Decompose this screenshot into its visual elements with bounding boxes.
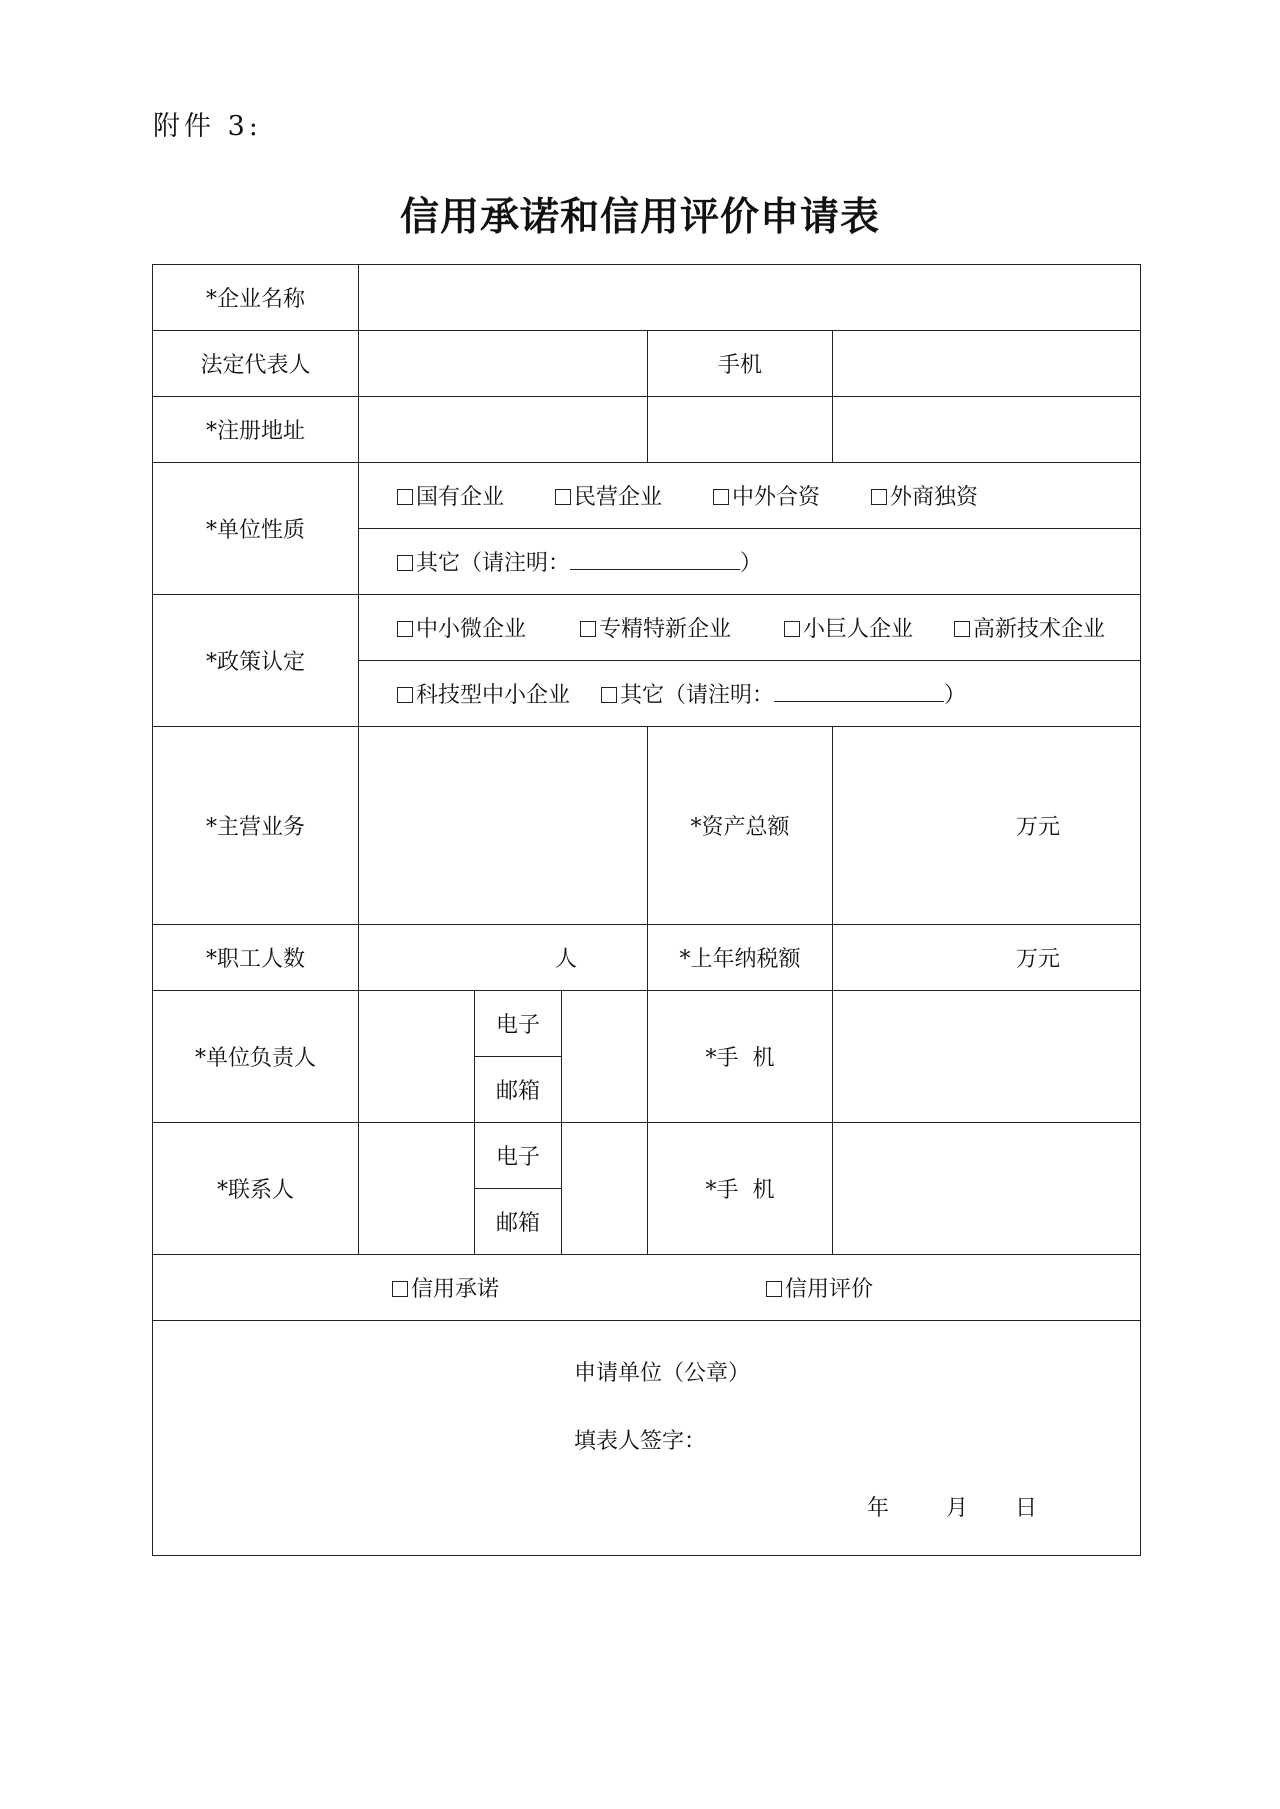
contact-label: *联系人 [153,1123,359,1255]
option-tech-sme[interactable]: 科技型中小企业 [397,678,601,709]
stamp-label: 申请单位（公章） [574,1361,751,1386]
legal-rep-label: 法定代表人 [153,331,359,397]
month-label: 月 [946,1496,969,1521]
checkbox-icon[interactable] [766,1281,782,1297]
legal-rep-phone-label: 手机 [648,331,833,397]
checkbox-icon[interactable] [397,621,413,637]
leader-email-label-top: 电子 [475,991,562,1057]
main-business-label: *主营业务 [153,727,359,925]
other-specify-underline[interactable] [570,551,740,570]
legal-rep-field[interactable] [359,331,648,397]
address-extra-cell-2[interactable] [833,397,1141,463]
form-title: 信用承诺和信用评价申请表 [399,194,880,240]
checkbox-icon[interactable] [555,489,571,505]
application-form-table [152,264,1141,1556]
contact-name-field[interactable] [359,1123,475,1255]
policy-options-row2 [359,661,1141,727]
company-name-field[interactable] [359,265,1141,331]
option-joint-venture[interactable]: 中外合资 [713,480,871,511]
legal-rep-phone-field[interactable] [833,331,1141,397]
checkbox-icon[interactable] [784,621,800,637]
staff-count-label: *职工人数 [153,925,359,991]
address-field[interactable] [359,397,648,463]
option-state-owned[interactable]: 国有企业 [397,480,555,511]
leader-label: *单位负责人 [153,991,359,1123]
leader-name-field[interactable] [359,991,475,1123]
option-credit-evaluation[interactable]: 信用评价 [766,1272,873,1303]
option-little-giant[interactable]: 小巨人企业 [784,612,954,643]
tax-field[interactable] [833,925,1141,991]
leader-phone-field[interactable] [833,991,1141,1123]
option-credit-commitment[interactable]: 信用承诺 [392,1272,766,1303]
policy-label: *政策认定 [153,595,359,727]
checkbox-icon[interactable] [580,621,596,637]
checkbox-icon[interactable] [713,489,729,505]
policy-options-row1 [359,595,1141,661]
option-foreign-owned[interactable]: 外商独资 [871,480,978,511]
year-label: 年 [867,1496,890,1521]
company-name-label: *企业名称 [153,265,359,331]
contact-email-field[interactable] [562,1123,648,1255]
checkbox-icon[interactable] [601,687,617,703]
leader-email-field[interactable] [562,991,648,1123]
option-private[interactable]: 民营企业 [555,480,713,511]
contact-phone-field[interactable] [833,1123,1141,1255]
total-assets-field[interactable] [833,727,1141,925]
option-sme[interactable]: 中小微企业 [397,612,580,643]
checkbox-icon[interactable] [954,621,970,637]
assets-unit: 万元 [1016,815,1061,840]
total-assets-label: *资产总额 [648,727,833,925]
leader-phone-label: *手 机 [648,991,833,1123]
main-business-field[interactable] [359,727,648,925]
signature-area [153,1321,1141,1556]
unit-nature-other-row [359,529,1141,595]
leader-email-label-bottom: 邮箱 [475,1057,562,1123]
staff-unit: 人 [554,947,577,972]
contact-phone-label: *手 机 [648,1123,833,1255]
checkbox-icon[interactable] [871,489,887,505]
option-high-tech[interactable]: 高新技术企业 [954,612,1105,643]
staff-count-field[interactable] [359,925,648,991]
other-specify-underline[interactable] [774,683,944,702]
address-extra-cell[interactable] [648,397,833,463]
checkbox-icon[interactable] [397,489,413,505]
address-label: *注册地址 [153,397,359,463]
checkbox-icon[interactable] [397,687,413,703]
apply-type-row [153,1255,1141,1321]
contact-email-label-top: 电子 [475,1123,562,1189]
signer-label[interactable]: 填表人签字： [574,1429,707,1454]
unit-nature-label: *单位性质 [153,463,359,595]
tax-unit: 万元 [1016,947,1061,972]
contact-email-label-bottom: 邮箱 [475,1189,562,1255]
checkbox-icon[interactable] [392,1281,408,1297]
checkbox-icon[interactable] [397,555,413,571]
option-specialized[interactable]: 专精特新企业 [580,612,784,643]
option-policy-other[interactable]: 其它（请注明： ） [601,678,966,709]
day-label: 日 [1015,1496,1038,1521]
option-unit-other[interactable]: 其它（请注明： ） [397,546,762,577]
attachment-label: 附件 3: [153,111,262,142]
tax-label: *上年纳税额 [648,925,833,991]
unit-nature-options-row1 [359,463,1141,529]
